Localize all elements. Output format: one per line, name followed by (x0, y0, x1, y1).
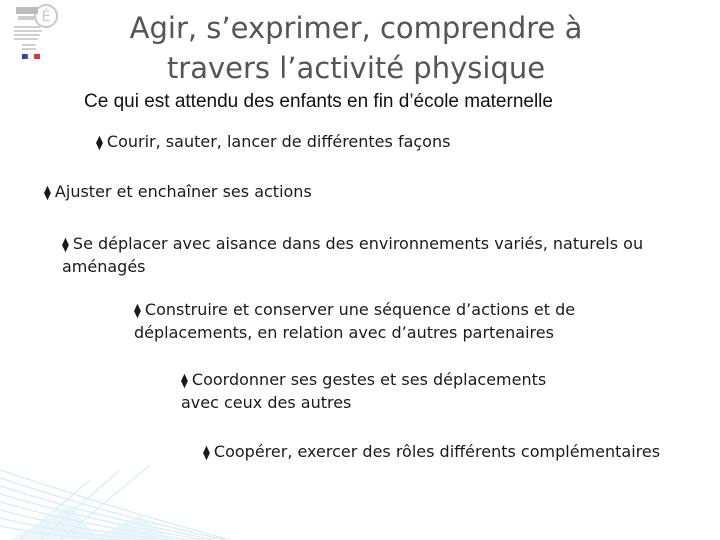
title-line-2: travers l’activité physique (166, 51, 546, 85)
item-text: Coordonner ses gestes et ses déplacements (191, 370, 547, 389)
list-item (96, 131, 450, 154)
diamond-bullet-icon: ⧫ (62, 237, 69, 253)
decorative-lines (0, 410, 230, 540)
subtitle: Ce qui est attendu des enfants en fin d’école maternelle (84, 91, 553, 112)
diamond-bullet-icon: ⧫ (203, 445, 210, 461)
list-item (62, 233, 643, 278)
item-text: Courir, sauter, lancer de différentes façons (106, 132, 451, 151)
list-item (44, 181, 312, 204)
item-text: avec ceux des autres (181, 393, 352, 412)
item-text: Construire et conserver une séquence d’actions et de (144, 300, 576, 319)
list-item (181, 369, 546, 414)
item-text: Ajuster et enchaîner ses actions (54, 182, 312, 201)
item-text: aménagés (62, 257, 146, 276)
diamond-bullet-icon: ⧫ (134, 303, 141, 319)
page-title (96, 8, 616, 88)
diamond-bullet-icon: ⧫ (96, 135, 103, 151)
list-item (134, 299, 575, 344)
list-item (203, 441, 660, 464)
academie-logo-icon (10, 4, 62, 62)
diamond-bullet-icon: ⧫ (181, 373, 188, 389)
item-text: Coopérer, exercer des rôles différents complémentaires (213, 442, 661, 461)
diamond-bullet-icon: ⧫ (44, 185, 51, 201)
title-line-1: Agir, s’exprimer, comprendre à (129, 11, 583, 45)
item-text: déplacements, en relation avec d’autres partenaires (134, 323, 554, 342)
svg-text:É: É (41, 9, 51, 25)
item-text: Se déplacer avec aisance dans des environnements variés, naturels ou (72, 234, 644, 253)
